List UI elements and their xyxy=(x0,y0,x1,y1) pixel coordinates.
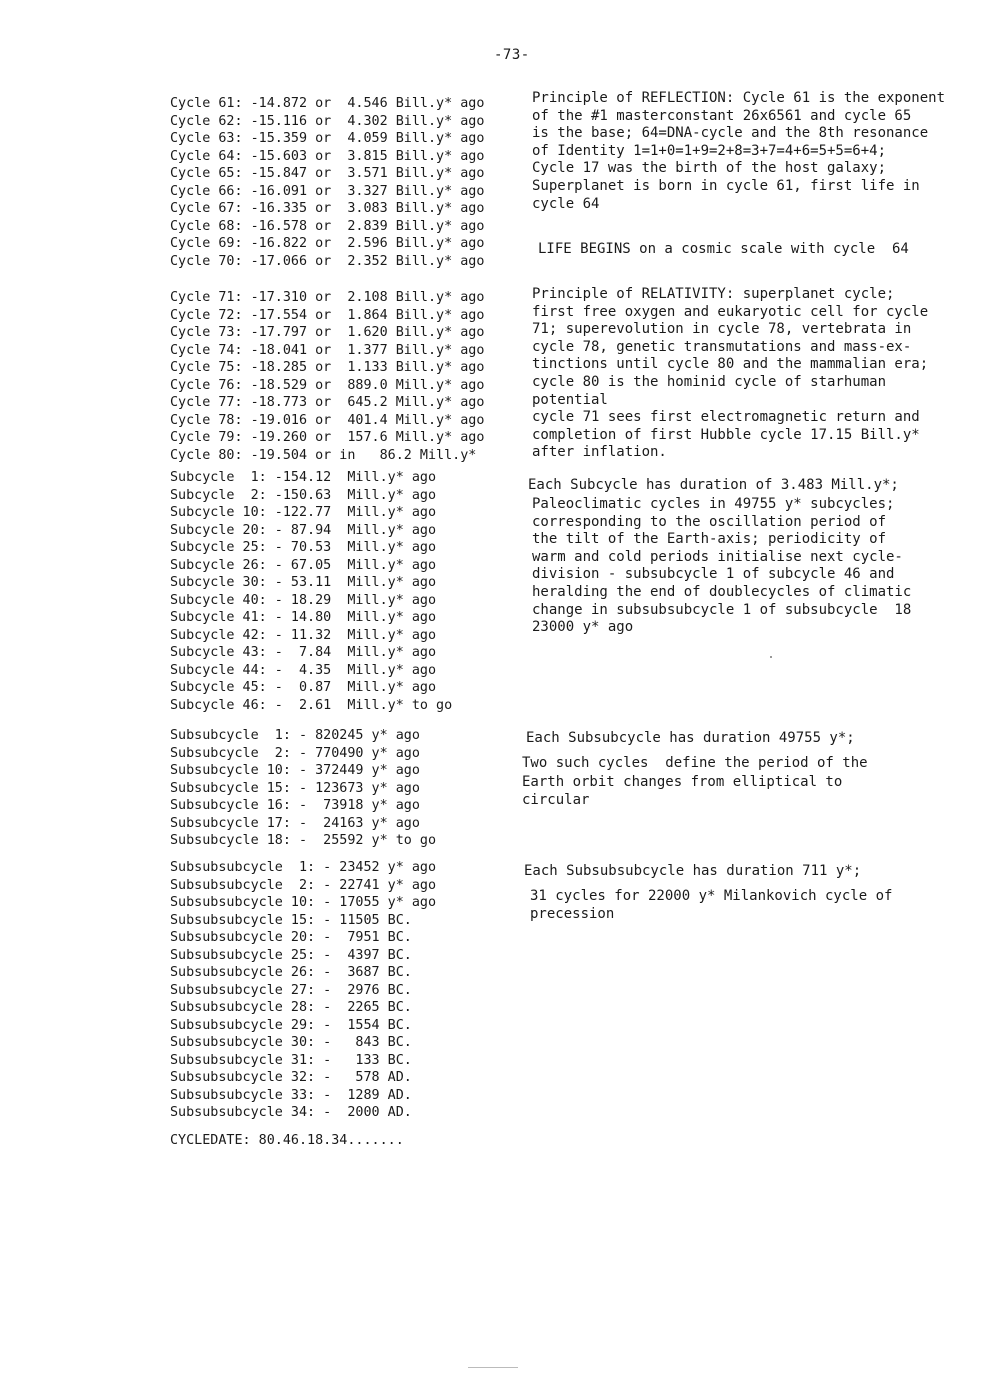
text-line: cycle 80 is the hominid cycle of starhuman xyxy=(532,373,887,390)
text-line: Cycle 68: -16.578 or 2.839 Bill.y* ago xyxy=(170,218,485,234)
text-line: Subcycle 46: - 2.61 Mill.y* to go xyxy=(170,697,453,713)
text-line: Subcycle 45: - 0.87 Mill.y* ago xyxy=(170,680,437,695)
text-line: Paleoclimatic cycles in 49755 y* subcycles; xyxy=(532,496,895,512)
subsubcycles-list xyxy=(170,727,436,850)
text-line: Subcycle 44: - 4.35 Mill.y* ago xyxy=(170,662,437,678)
text-line: Cycle 71: -17.310 or 2.108 Bill.y* ago xyxy=(170,290,485,305)
text-line: division - subsubcycle 1 of subcycle 46 and xyxy=(532,566,895,583)
text-line: potential xyxy=(532,391,608,408)
text-line: Cycle 72: -17.554 or 1.864 Bill.y* ago xyxy=(170,307,485,323)
text-line: tinctions until cycle 80 and the mammalian era; xyxy=(532,356,929,373)
text-line: Subsubsubcycle 31: - 133 BC. xyxy=(170,1052,412,1068)
text-line: Cycle 64: -15.603 or 3.815 Bill.y* ago xyxy=(170,148,485,164)
text-line: of Identity 1=1+0=1+9=2+8=3+7=4+6=5+5=6+4; xyxy=(532,142,887,159)
text-line: Subsubsubcycle 1: - 23452 y* ago xyxy=(170,860,437,875)
text-line: Subsubsubcycle 2: - 22741 y* ago xyxy=(170,877,437,893)
subsubsubcycles-list xyxy=(170,859,436,1122)
text-line: is the base; 64=DNA-cycle and the 8th resonance xyxy=(532,125,929,142)
text-line: warm and cold periods initialise next cycle- xyxy=(532,548,903,565)
text-line: cycle 64 xyxy=(532,195,600,212)
cycledate-line: CYCLEDATE: 80.46.18.34....... xyxy=(170,1133,404,1148)
text-line: Cycle 67: -16.335 or 3.083 Bill.y* ago xyxy=(170,201,485,216)
text-line: Subcycle 42: - 11.32 Mill.y* ago xyxy=(170,627,437,643)
text-line: Earth orbit changes from elliptical to xyxy=(522,773,843,790)
text-line: the tilt of the Earth-axis; periodicity of xyxy=(532,531,887,548)
text-line: Subsubsubcycle 28: - 2265 BC. xyxy=(170,1000,412,1015)
subcycles-list xyxy=(170,469,452,714)
text-line: Cycle 80: -19.504 or in 86.2 Mill.y* xyxy=(170,447,477,463)
page-number: -73- xyxy=(494,47,530,63)
text-line: Cycle 62: -15.116 or 4.302 Bill.y* ago xyxy=(170,113,485,129)
scan-speck xyxy=(770,656,772,658)
note-earth-orbit xyxy=(522,754,868,810)
note-life-begins: LIFE BEGINS on a cosmic scale with cycle 64 xyxy=(538,241,909,257)
text-line: Subcycle 20: - 87.94 Mill.y* ago xyxy=(170,522,437,538)
text-line: Subsubsubcycle 32: - 578 AD. xyxy=(170,1070,412,1085)
text-line: 31 cycles for 22000 y* Milankovich cycle of xyxy=(530,888,893,904)
cycles-list-61-70 xyxy=(170,95,484,270)
footer-scan-mark xyxy=(468,1367,518,1368)
text-line: Two such cycles define the period of the xyxy=(522,755,868,771)
text-line: Subsubsubcycle 10: - 17055 y* ago xyxy=(170,895,437,910)
text-line: Subsubcycle 15: - 123673 y* ago xyxy=(170,780,420,796)
text-line: Subsubcycle 16: - 73918 y* ago xyxy=(170,798,420,813)
text-line: completion of first Hubble cycle 17.15 Bill.y* xyxy=(532,426,920,443)
text-line: Subsubsubcycle 34: - 2000 AD. xyxy=(170,1105,412,1120)
text-line: Subcycle 25: - 70.53 Mill.y* ago xyxy=(170,540,437,555)
note-reflection xyxy=(532,90,945,213)
text-line: Subsubsubcycle 26: - 3687 BC. xyxy=(170,965,412,980)
text-line: Subcycle 40: - 18.29 Mill.y* ago xyxy=(170,592,437,608)
text-line: Cycle 76: -18.529 or 889.0 Mill.y* ago xyxy=(170,377,485,393)
text-line: Subcycle 41: - 14.80 Mill.y* ago xyxy=(170,610,437,625)
text-line: Subcycle 30: - 53.11 Mill.y* ago xyxy=(170,575,437,590)
text-line: Cycle 70: -17.066 or 2.352 Bill.y* ago xyxy=(170,253,485,269)
text-line: 23000 y* ago xyxy=(532,619,634,636)
note-subsubsubcycle-duration: Each Subsubsubcycle has duration 711 y*; xyxy=(524,863,862,879)
text-line: Subsubsubcycle 33: - 1289 AD. xyxy=(170,1087,412,1103)
text-line: Principle of RELATIVITY: superplanet cycle; xyxy=(532,286,895,302)
text-line: cycle 71 sees first electromagnetic return and xyxy=(532,409,920,426)
text-line: first free oxygen and eukaryotic cell for cycle xyxy=(532,303,929,320)
text-line: Superplanet is born in cycle 61, first life in xyxy=(532,177,920,194)
text-line: Subsubcycle 18: - 25592 y* to go xyxy=(170,833,437,848)
text-line: Subsubcycle 10: - 372449 y* ago xyxy=(170,763,420,778)
text-line: of the #1 masterconstant 26x6561 and cycle 65 xyxy=(532,107,912,124)
note-relativity xyxy=(532,286,928,462)
text-line: Cycle 77: -18.773 or 645.2 Mill.y* ago xyxy=(170,395,485,410)
text-line: Subsubsubcycle 25: - 4397 BC. xyxy=(170,947,412,963)
text-line: Subsubsubcycle 15: - 11505 BC. xyxy=(170,912,412,928)
text-line: Subcycle 2: -150.63 Mill.y* ago xyxy=(170,487,437,503)
note-subcycle-duration: Each Subcycle has duration of 3.483 Mill.y*; xyxy=(528,477,899,493)
text-line: circular xyxy=(522,792,590,808)
text-line: Principle of REFLECTION: Cycle 61 is the exponent xyxy=(532,90,946,106)
text-line: Cycle 75: -18.285 or 1.133 Bill.y* ago xyxy=(170,360,485,375)
text-line: Cycle 78: -19.016 or 401.4 Mill.y* ago xyxy=(170,412,485,428)
text-line: Subcycle 1: -154.12 Mill.y* ago xyxy=(170,470,437,485)
text-line: Cycle 69: -16.822 or 2.596 Bill.y* ago xyxy=(170,236,485,251)
text-line: Cycle 17 was the birth of the host galaxy; xyxy=(532,160,887,177)
text-line: change in subsubsubcycle 1 of subsubcycle 18 xyxy=(532,601,912,618)
text-line: Cycle 74: -18.041 or 1.377 Bill.y* ago xyxy=(170,342,485,358)
text-line: Subcycle 43: - 7.84 Mill.y* ago xyxy=(170,645,437,660)
text-line: heralding the end of doublecycles of climatic xyxy=(532,583,912,600)
note-subsubcycle-duration: Each Subsubcycle has duration 49755 y*; xyxy=(526,730,855,746)
text-line: precession xyxy=(530,905,615,922)
text-line: Cycle 63: -15.359 or 4.059 Bill.y* ago xyxy=(170,131,485,146)
text-line: Subsubcycle 2: - 770490 y* ago xyxy=(170,745,420,761)
text-line: Subcycle 10: -122.77 Mill.y* ago xyxy=(170,505,437,520)
text-line: Subsubsubcycle 29: - 1554 BC. xyxy=(170,1017,412,1033)
text-line: Subsubcycle 1: - 820245 y* ago xyxy=(170,728,420,743)
text-line: Cycle 79: -19.260 or 157.6 Mill.y* ago xyxy=(170,430,485,445)
cycles-list-71-80 xyxy=(170,289,484,464)
text-line: Subsubsubcycle 27: - 2976 BC. xyxy=(170,982,412,998)
text-line: Subsubcycle 17: - 24163 y* ago xyxy=(170,815,420,831)
text-line: Cycle 66: -16.091 or 3.327 Bill.y* ago xyxy=(170,183,485,199)
text-line: corresponding to the oscillation period of xyxy=(532,513,887,530)
text-line: Cycle 73: -17.797 or 1.620 Bill.y* ago xyxy=(170,325,485,340)
text-line: after inflation. xyxy=(532,444,667,461)
text-line: Subsubsubcycle 30: - 843 BC. xyxy=(170,1035,412,1050)
text-line: Cycle 61: -14.872 or 4.546 Bill.y* ago xyxy=(170,96,485,111)
text-line: 71; superevolution in cycle 78, vertebrata in xyxy=(532,321,912,338)
text-line: Subsubsubcycle 20: - 7951 BC. xyxy=(170,930,412,945)
text-line: Cycle 65: -15.847 or 3.571 Bill.y* ago xyxy=(170,166,485,181)
note-paleoclimatic xyxy=(532,496,911,637)
text-line: Subcycle 26: - 67.05 Mill.y* ago xyxy=(170,557,437,573)
text-line: cycle 78, genetic transmutations and mass-ex- xyxy=(532,338,912,355)
note-milankovich xyxy=(530,888,892,923)
